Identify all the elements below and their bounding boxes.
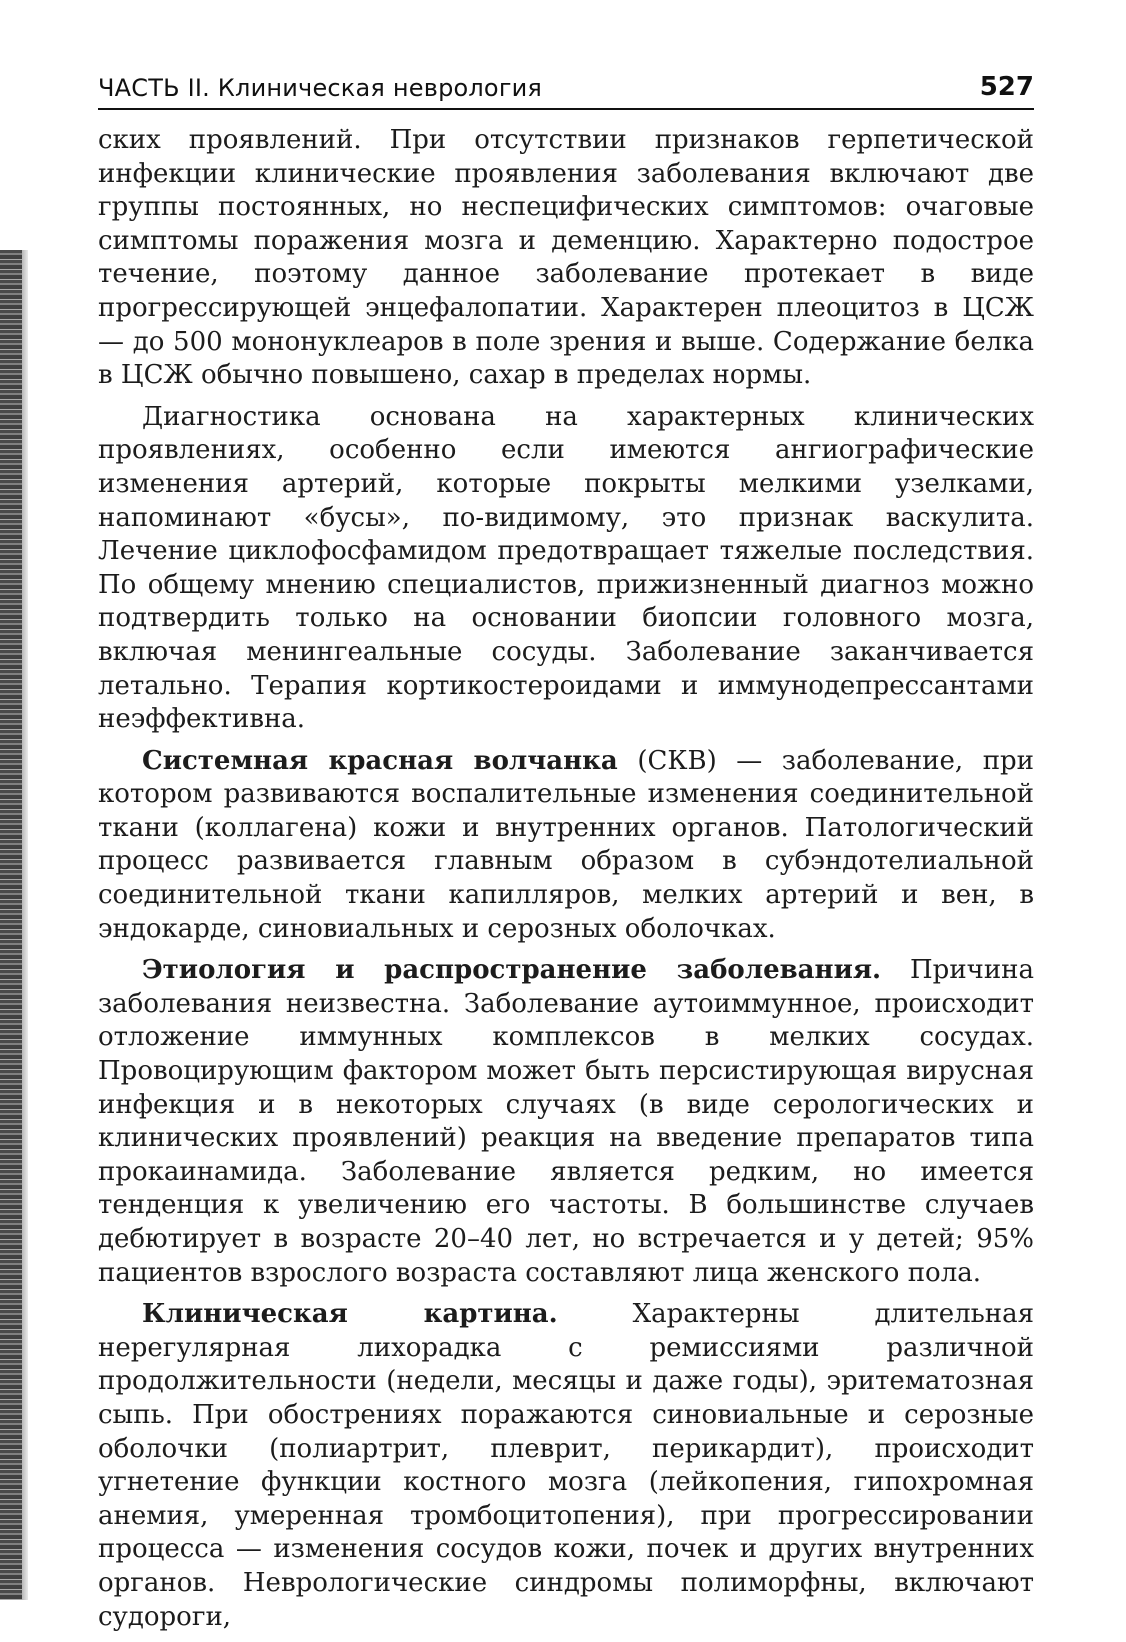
paragraph-diagnostics: [98, 401, 1034, 737]
paragraph-text: (СКВ) — заболевание, при котором развиваются воспалительные изменения соединительной ткани (коллагена) кожи и внутренних органов. Патологический процесс развивается главным образом в субэндотелиальной соединительной ткани капилляров, мелких артерий и вен, в эндокарде, синовиальных и серозных оболочках.: [98, 745, 1034, 944]
running-header-title: ЧАСТЬ II. Клиническая неврология: [98, 74, 543, 102]
paragraph-clinical-picture: [98, 1298, 1034, 1634]
paragraph-text: Характерны длительная нерегулярная лихорадка с ремиссиями различной продолжительности (недели, месяцы и даже годы), эритематозная сыпь. При обострениях поражаются синовиальные и серозные оболочки (полиартрит, плеврит, перикардит), происходит угнетение функции костного мозга (лейкопения, гипохромная анемия, умеренная тромбоцитопения), при прогрессировании процесса — изменения сосудов кожи, почек и других внутренних органов. Неврологические синдромы полиморфны, включают судороги,: [98, 1299, 1034, 1632]
book-page: [98, 70, 1034, 1642]
scan-shadow: [22, 250, 28, 1600]
paragraph-etiology: [98, 954, 1034, 1290]
page-number: 527: [979, 72, 1034, 102]
paragraph-text: ских проявлений. При отсутствии признаков герпетической инфекции клинические проявления заболевания включают две группы постоянных, но неспецифических симптомов: очаговые симптомы поражения мозга и деменцию. Характерно подострое течение, поэтому данное заболевание протекает в виде прогрессирующей энцефалопатии. Характерен плеоцитоз в ЦСЖ — до 500 мононуклеаров в поле зрения и выше. Содержание белка в ЦСЖ обычно повышено, сахар в пределах нормы.: [98, 125, 1034, 391]
paragraph-term: Клиническая картина.: [142, 1299, 558, 1330]
paragraph-term: Системная красная волчанка: [142, 745, 618, 776]
paragraph-term: Этиология и распространение заболевания.: [142, 955, 882, 986]
running-header: [98, 70, 1034, 110]
page-body: [98, 110, 1034, 1634]
paragraph-continuation: [98, 124, 1034, 393]
paragraph-text: Причина заболевания неизвестна. Заболевание аутоиммунное, происходит отложение иммунных комплексов в мелких сосудах. Провоцирующим фактором может быть персистирующая вирусная инфекция и в некоторых случаях (в виде серологических и клинических проявлений) реакция на введение препаратов типа прокаинамида. Заболевание является редким, но имеется тенденция к увеличению его частоты. В большинстве случаев дебютирует в возрасте 20–40 лет, но встречается и у детей; 95% пациентов взрослого возраста составляют лица женского пола.: [98, 955, 1034, 1288]
paragraph-text: Диагностика основана на характерных клинических проявлениях, особенно если имеются ангиографические изменения артерий, которые покрыты мелкими узелками, напоминают «бусы», по-видимому, это признак васкулита. Лечение циклофосфамидом предотвращает тяжелые последствия. По общему мнению специалистов, прижизненный диагноз можно подтвердить только на основании биопсии головного мозга, включая менингеальные сосуды. Заболевание заканчивается летально. Терапия кортикостероидами и иммунодепрессантами неэффективна.: [98, 401, 1034, 735]
scan-binding-edge: [0, 250, 22, 1600]
paragraph-sle-definition: [98, 745, 1034, 947]
